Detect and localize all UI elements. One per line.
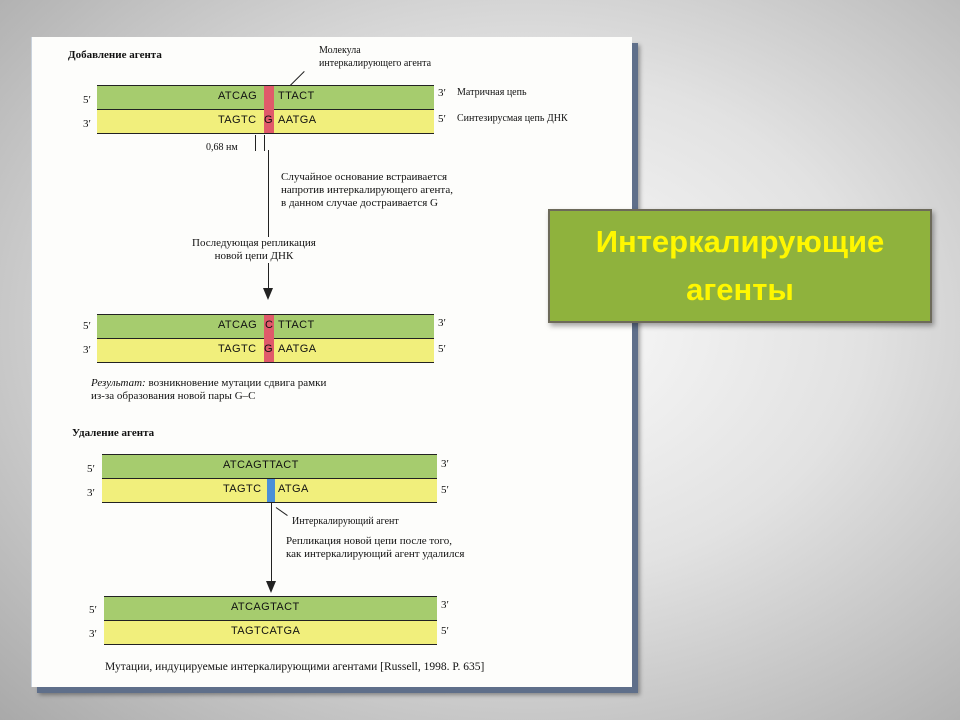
distance-label: 0,68 нм bbox=[206, 142, 238, 153]
title-callout bbox=[548, 209, 932, 323]
result-text-line1: возникновение мутации сдвига рамки bbox=[145, 377, 327, 389]
step1-text: Случайное основание встраивается напротив интеркалирующего агента, в данном случае достраивается G bbox=[281, 171, 454, 209]
d1-5prime-top: 5ʹ bbox=[83, 94, 91, 106]
figure-caption: Мутации, индуцируемые интеркалирующими агентами [Russell, 1998. P. 635] bbox=[105, 661, 485, 673]
synth-strand-label: Синтезирусмая цепь ДНК bbox=[457, 113, 568, 124]
d3-3prime-bottom: 3ʹ bbox=[87, 487, 95, 499]
d2-top-mid: C bbox=[265, 319, 274, 331]
d3-bottom-right: ATGA bbox=[278, 483, 309, 495]
arrow1-shaft bbox=[268, 150, 269, 290]
arrow2-head bbox=[266, 581, 276, 593]
d4-3prime-bottom: 3ʹ bbox=[89, 628, 97, 640]
d3-top: ATCAGTTACT bbox=[223, 459, 299, 471]
d2-bottom-left: TAGTC bbox=[218, 343, 257, 355]
d1-top-right: TTACT bbox=[278, 90, 315, 102]
d4-5prime-top: 5ʹ bbox=[89, 604, 97, 616]
arrow1-head bbox=[263, 288, 273, 300]
distance-tick-right bbox=[264, 135, 265, 151]
d4-5prime-bottom-right: 5ʹ bbox=[441, 625, 449, 637]
molecule-label: Молекула интеркалирующего агента bbox=[319, 45, 432, 69]
d2-5prime-top: 5ʹ bbox=[83, 320, 91, 332]
d1-5prime-bottom-right: 5ʹ bbox=[438, 113, 446, 125]
section-remove-heading: Удаление агента bbox=[72, 427, 155, 439]
section-add-heading: Добавление агента bbox=[68, 49, 162, 61]
d3-3prime-top-right: 3ʹ bbox=[441, 458, 449, 470]
d1-3prime-bottom: 3ʹ bbox=[83, 118, 91, 130]
result-label: Результат: bbox=[91, 377, 146, 389]
step3-text: Репликация новой цепи после того, как интеркалирующий агент удалился bbox=[286, 535, 465, 560]
d1-bottom-mid: G bbox=[264, 114, 273, 126]
agent-pointer-line bbox=[276, 507, 288, 516]
d2-3prime-bottom: 3ʹ bbox=[83, 344, 91, 356]
d4-3prime-top-right: 3ʹ bbox=[441, 599, 449, 611]
d2-top-right: TTACT bbox=[278, 319, 315, 331]
d2-3prime-top-right: 3ʹ bbox=[438, 317, 446, 329]
d2-bottom-right: AATGA bbox=[278, 343, 317, 355]
callout-title: Интеркалирующие агенты bbox=[595, 224, 885, 307]
d3-intercalating-agent bbox=[267, 479, 275, 502]
d3-bottom-left: TAGTC bbox=[223, 483, 262, 495]
step2-text: Последующая репликация новой цепи ДНК bbox=[192, 237, 316, 262]
agent-label: Интеркалирующий агент bbox=[292, 516, 399, 527]
template-strand-label: Матричная цепь bbox=[457, 87, 527, 98]
d2-5prime-bottom-right: 5ʹ bbox=[438, 343, 446, 355]
figure-page bbox=[31, 37, 632, 687]
result-text-line2: из-за образования новой пары G–C bbox=[91, 390, 256, 402]
d1-bottom-right: AATGA bbox=[278, 114, 317, 126]
d1-3prime-top-right: 3ʹ bbox=[438, 87, 446, 99]
arrow2-shaft bbox=[271, 503, 272, 583]
d3-5prime-top: 5ʹ bbox=[87, 463, 95, 475]
d2-top-left: ATCAG bbox=[218, 319, 258, 331]
d4-bottom: TAGTCATGA bbox=[231, 625, 301, 637]
result-text bbox=[91, 377, 326, 390]
d1-top-left: ATCAG bbox=[218, 90, 258, 102]
d4-top: ATCAGTACT bbox=[231, 601, 300, 613]
d2-bottom-mid: G bbox=[264, 343, 273, 355]
d3-5prime-bottom-right: 5ʹ bbox=[441, 484, 449, 496]
distance-tick-left bbox=[255, 135, 256, 151]
d1-bottom-left: TAGTC bbox=[218, 114, 257, 126]
